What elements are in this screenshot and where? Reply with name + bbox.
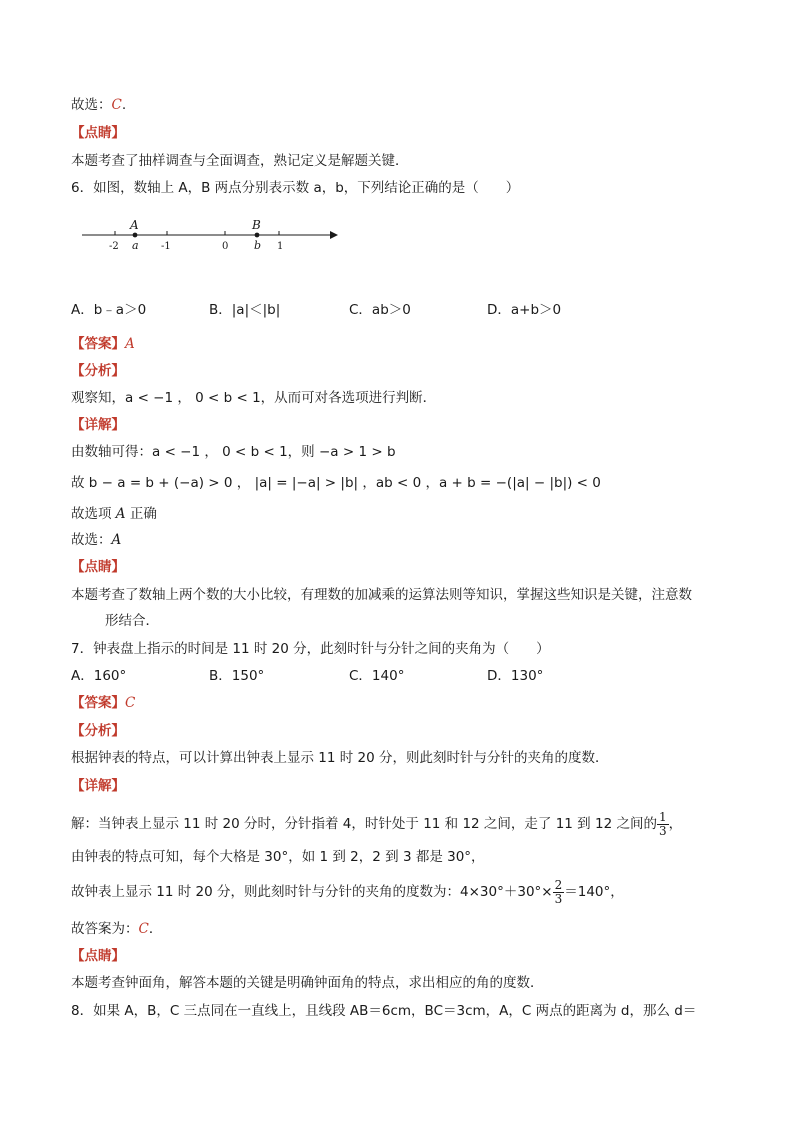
fraction-denominator: 3 [554,891,563,906]
q5-choice-value: C [111,97,122,113]
q6-answer-value: A [125,336,135,352]
q7-detail-line4-suffix: ． [148,921,163,937]
q6-detail-line4-var: A [111,532,122,548]
tick-label-neg2: -2 [109,241,119,252]
fraction-denominator: 3 [658,823,667,838]
point-b-dot [255,233,260,238]
q6-remark-tag: 【点睛】 [71,559,125,575]
fraction-two-thirds [553,879,565,906]
q7-stem: 7．钟表盘上指示的时间是 11 时 20 分，此刻时针与分针之间的夹角为（ ） [71,641,550,657]
fraction-numerator: 2 [554,877,563,892]
q6-analysis-tag: 【分析】 [71,363,125,379]
q6-option-d: D．a+b＞0 [487,302,562,318]
q7-analysis-tag: 【分析】 [71,723,125,739]
number-line-figure [80,216,350,256]
q6-detail-line3-suffix: 正确 [125,506,157,522]
q7-analysis-text: 根据钟表的特点，可以计算出钟表上显示 11 时 20 分，则此刻时针与分针的夹角的度数． [71,750,609,766]
q7-answer-tag: 【答案】 [71,695,125,711]
fraction-numerator: 1 [658,809,667,824]
q7-detail-line3-tail: ＝140°， [564,884,624,900]
q7-detail-line3 [71,878,624,906]
q7-option-b: B．150° [209,668,265,684]
point-a-dot [133,233,138,238]
q6-detail-tag: 【详解】 [71,417,125,433]
q6-detail-line4 [71,531,121,549]
point-a-var: a [132,239,139,252]
q6-option-a: A．b﹣a＞0 [71,302,147,318]
q7-detail-line1-text: 解：当钟表上显示 11 时 20 分时，分针指着 4，时针处于 11 和 12 之间，走了 11 到 12 之间的 [71,816,657,832]
tick-label-0: 0 [222,241,229,252]
q6-answer-line [71,335,135,353]
q6-option-c: C．ab＞0 [349,302,411,318]
q6-remark-line1: 本题考查了数轴上两个数的大小比较，有理数的加减乘的运算法则等知识，掌握这些知识是关键，注意数 [71,587,692,603]
q7-detail-tag: 【详解】 [71,778,125,794]
q6-stem: 6．如图，数轴上 A，B 两点分别表示数 a，b，下列结论正确的是（ ） [71,180,520,196]
q6-analysis-text: 观察知，a < −1 ， 0 < b < 1，从而可对各选项进行判断． [71,390,437,406]
q5-remark-text: 本题考查了抽样调查与全面调查，熟记定义是解题关键． [71,153,409,169]
q5-choice-period: . [121,97,127,113]
q6-detail-line3-var: A [115,506,126,522]
q6-detail-line3-prefix: 故选项 [71,506,116,522]
q5-choice-line [71,96,126,114]
axis-arrow-icon [330,231,338,239]
q5-choice-prefix: 故选： [71,97,112,113]
q7-detail-line3-text: 故钟表上显示 11 时 20 分，则此刻时针与分针的夹角的度数为：4×30°＋30°× [71,884,553,900]
q6-remark-line2: 形结合． [105,613,159,629]
fraction-one-third [657,811,669,838]
q7-detail-line4-var: C [138,921,149,937]
q8-stem: 8．如果 A，B，C 三点同在一直线上，且线段 AB＝6cm，BC＝3cm，A，C 两点的距离为 d，那么 d＝ [71,1003,697,1019]
q7-detail-line2: 由钟表的特点可知，每个大格是 30°，如 1 到 2，2 到 3 都是 30°， [71,849,485,865]
q7-remark-text: 本题考查钟面角，解答本题的关键是明确钟面角的特点，求出相应的角的度数． [71,975,544,991]
q7-option-d: D．130° [487,668,544,684]
q7-option-a: A．160° [71,668,127,684]
q5-remark-tag: 【点睛】 [71,125,125,141]
q7-answer-line [71,694,135,712]
q6-option-b: B．|a|＜|b| [209,302,281,318]
q7-remark-tag: 【点睛】 [71,948,125,964]
q7-option-c: C．140° [349,668,405,684]
q6-detail-line4-prefix: 故选： [71,532,112,548]
q7-answer-value: C [125,695,136,711]
q6-answer-tag: 【答案】 [71,336,125,352]
q6-detail-line3 [71,505,157,523]
point-b-label: B [252,218,261,232]
tick-label-neg1: -1 [161,241,171,252]
tick-label-1: 1 [277,241,284,252]
q7-detail-line4 [71,920,162,938]
q7-detail-line1 [71,810,682,838]
q7-detail-line4-prefix: 故答案为： [71,921,139,937]
point-a-label: A [130,218,139,232]
q6-detail-line2: 故 b − a = b + (−a) > 0 ， |a| = |−a| > |b| ，ab < 0 ，a + b = −(|a| − |b|) < 0 [71,475,601,491]
q7-detail-line1-tail: ， [668,816,683,832]
point-b-var: b [254,239,262,252]
q6-detail-line1: 由数轴可得：a < −1 ， 0 < b < 1，则 −a > 1 > b [71,444,396,460]
